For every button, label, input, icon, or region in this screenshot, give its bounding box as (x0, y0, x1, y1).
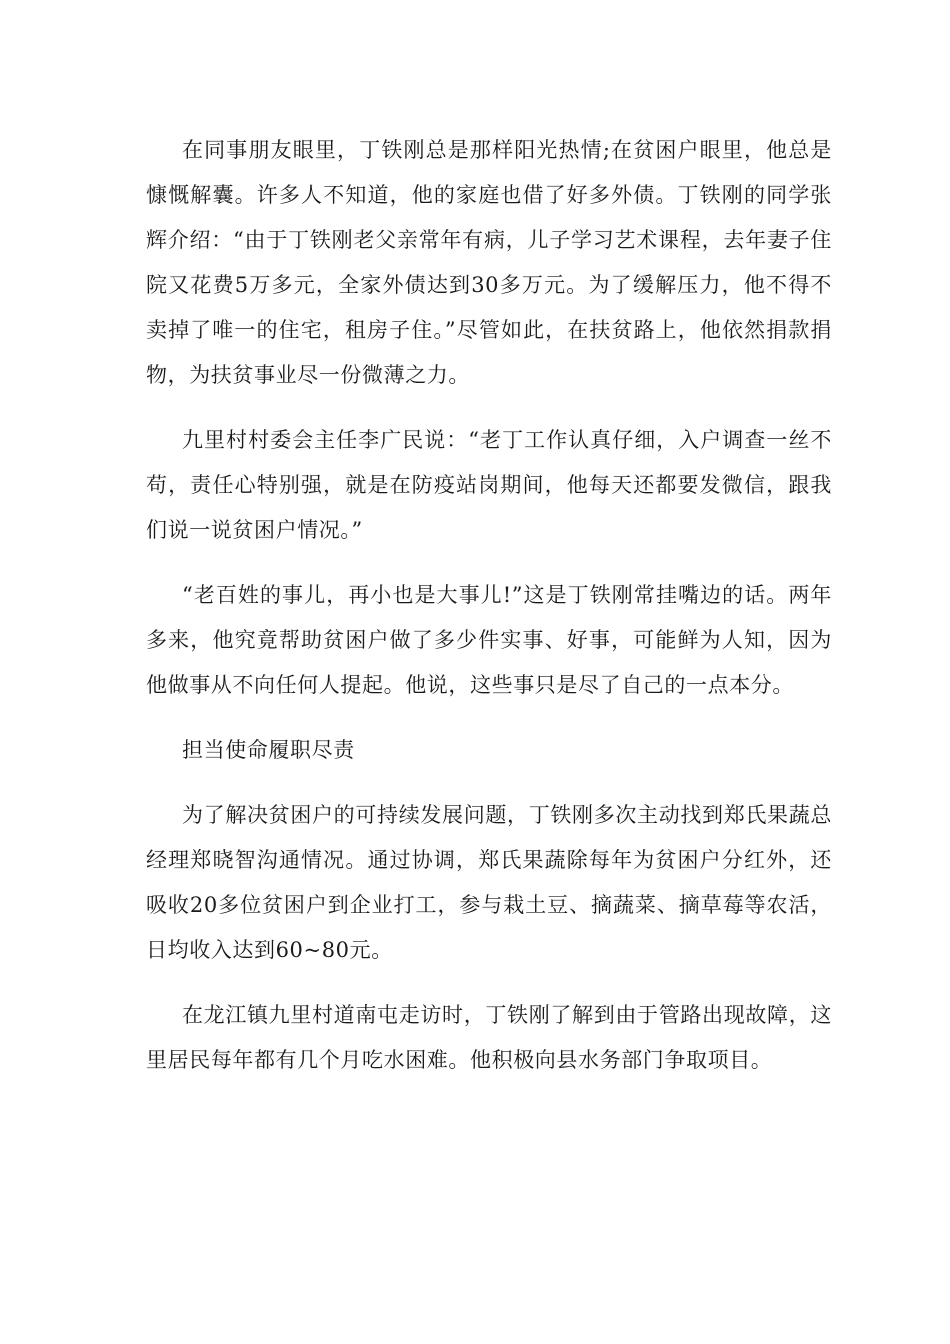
paragraph-common-saying: “老百姓的事儿，再小也是大事儿!”这是丁铁刚常挂嘴边的话。两年多来，他究竟帮助贫困户做了多少件实事、好事，可能鲜为人知，因为他做事从不向任何人提起。他说，这些事只是尽了自己的一点本分。 (146, 583, 832, 697)
section-heading: 担当使命履职尽责 (182, 738, 355, 762)
paragraph-family-debt: 在同事朋友眼里，丁铁刚总是那样阳光热情;在贫困户眼里，他总是慷慨解囊。许多人不知道，他的家庭也借了好多外债。丁铁刚的同学张辉介绍：“由于丁铁刚老父亲常年有病，儿子学习艺术课程，去年妻子住院又花费5万多元，全家外债达到30多万元。为了缓解压力，他不得不卖掉了唯一的住宅，租房子住。”尽管如此，在扶贫路上，他依然捐款捐物，为扶贫事业尽一份微薄之力。 (146, 138, 832, 387)
paragraph-sustainable-development: 为了解决贫困户的可持续发展问题，丁铁刚多次主动找到郑氏果蔬总经理郑晓智沟通情况。通过协调，郑氏果蔬除每年为贫困户分红外，还吸收20多位贫困户到企业打工，参与栽土豆、摘蔬菜、摘草莓等农活，日均收入达到60~80元。 (146, 803, 832, 962)
paragraph-water-project: 在龙江镇九里村道南屯走访时，丁铁刚了解到由于管路出现故障，这里居民每年都有几个月吃水困难。他积极向县水务部门争取项目。 (146, 1003, 832, 1072)
article-body (146, 128, 832, 1103)
paragraph-village-director-quote: 九里村村委会主任李广民说：“老丁工作认真仔细，入户调查一丝不苟，责任心特别强，就是在防疫站岗期间，他每天还都要发微信，跟我们说一说贫困户情况。” (146, 428, 832, 542)
